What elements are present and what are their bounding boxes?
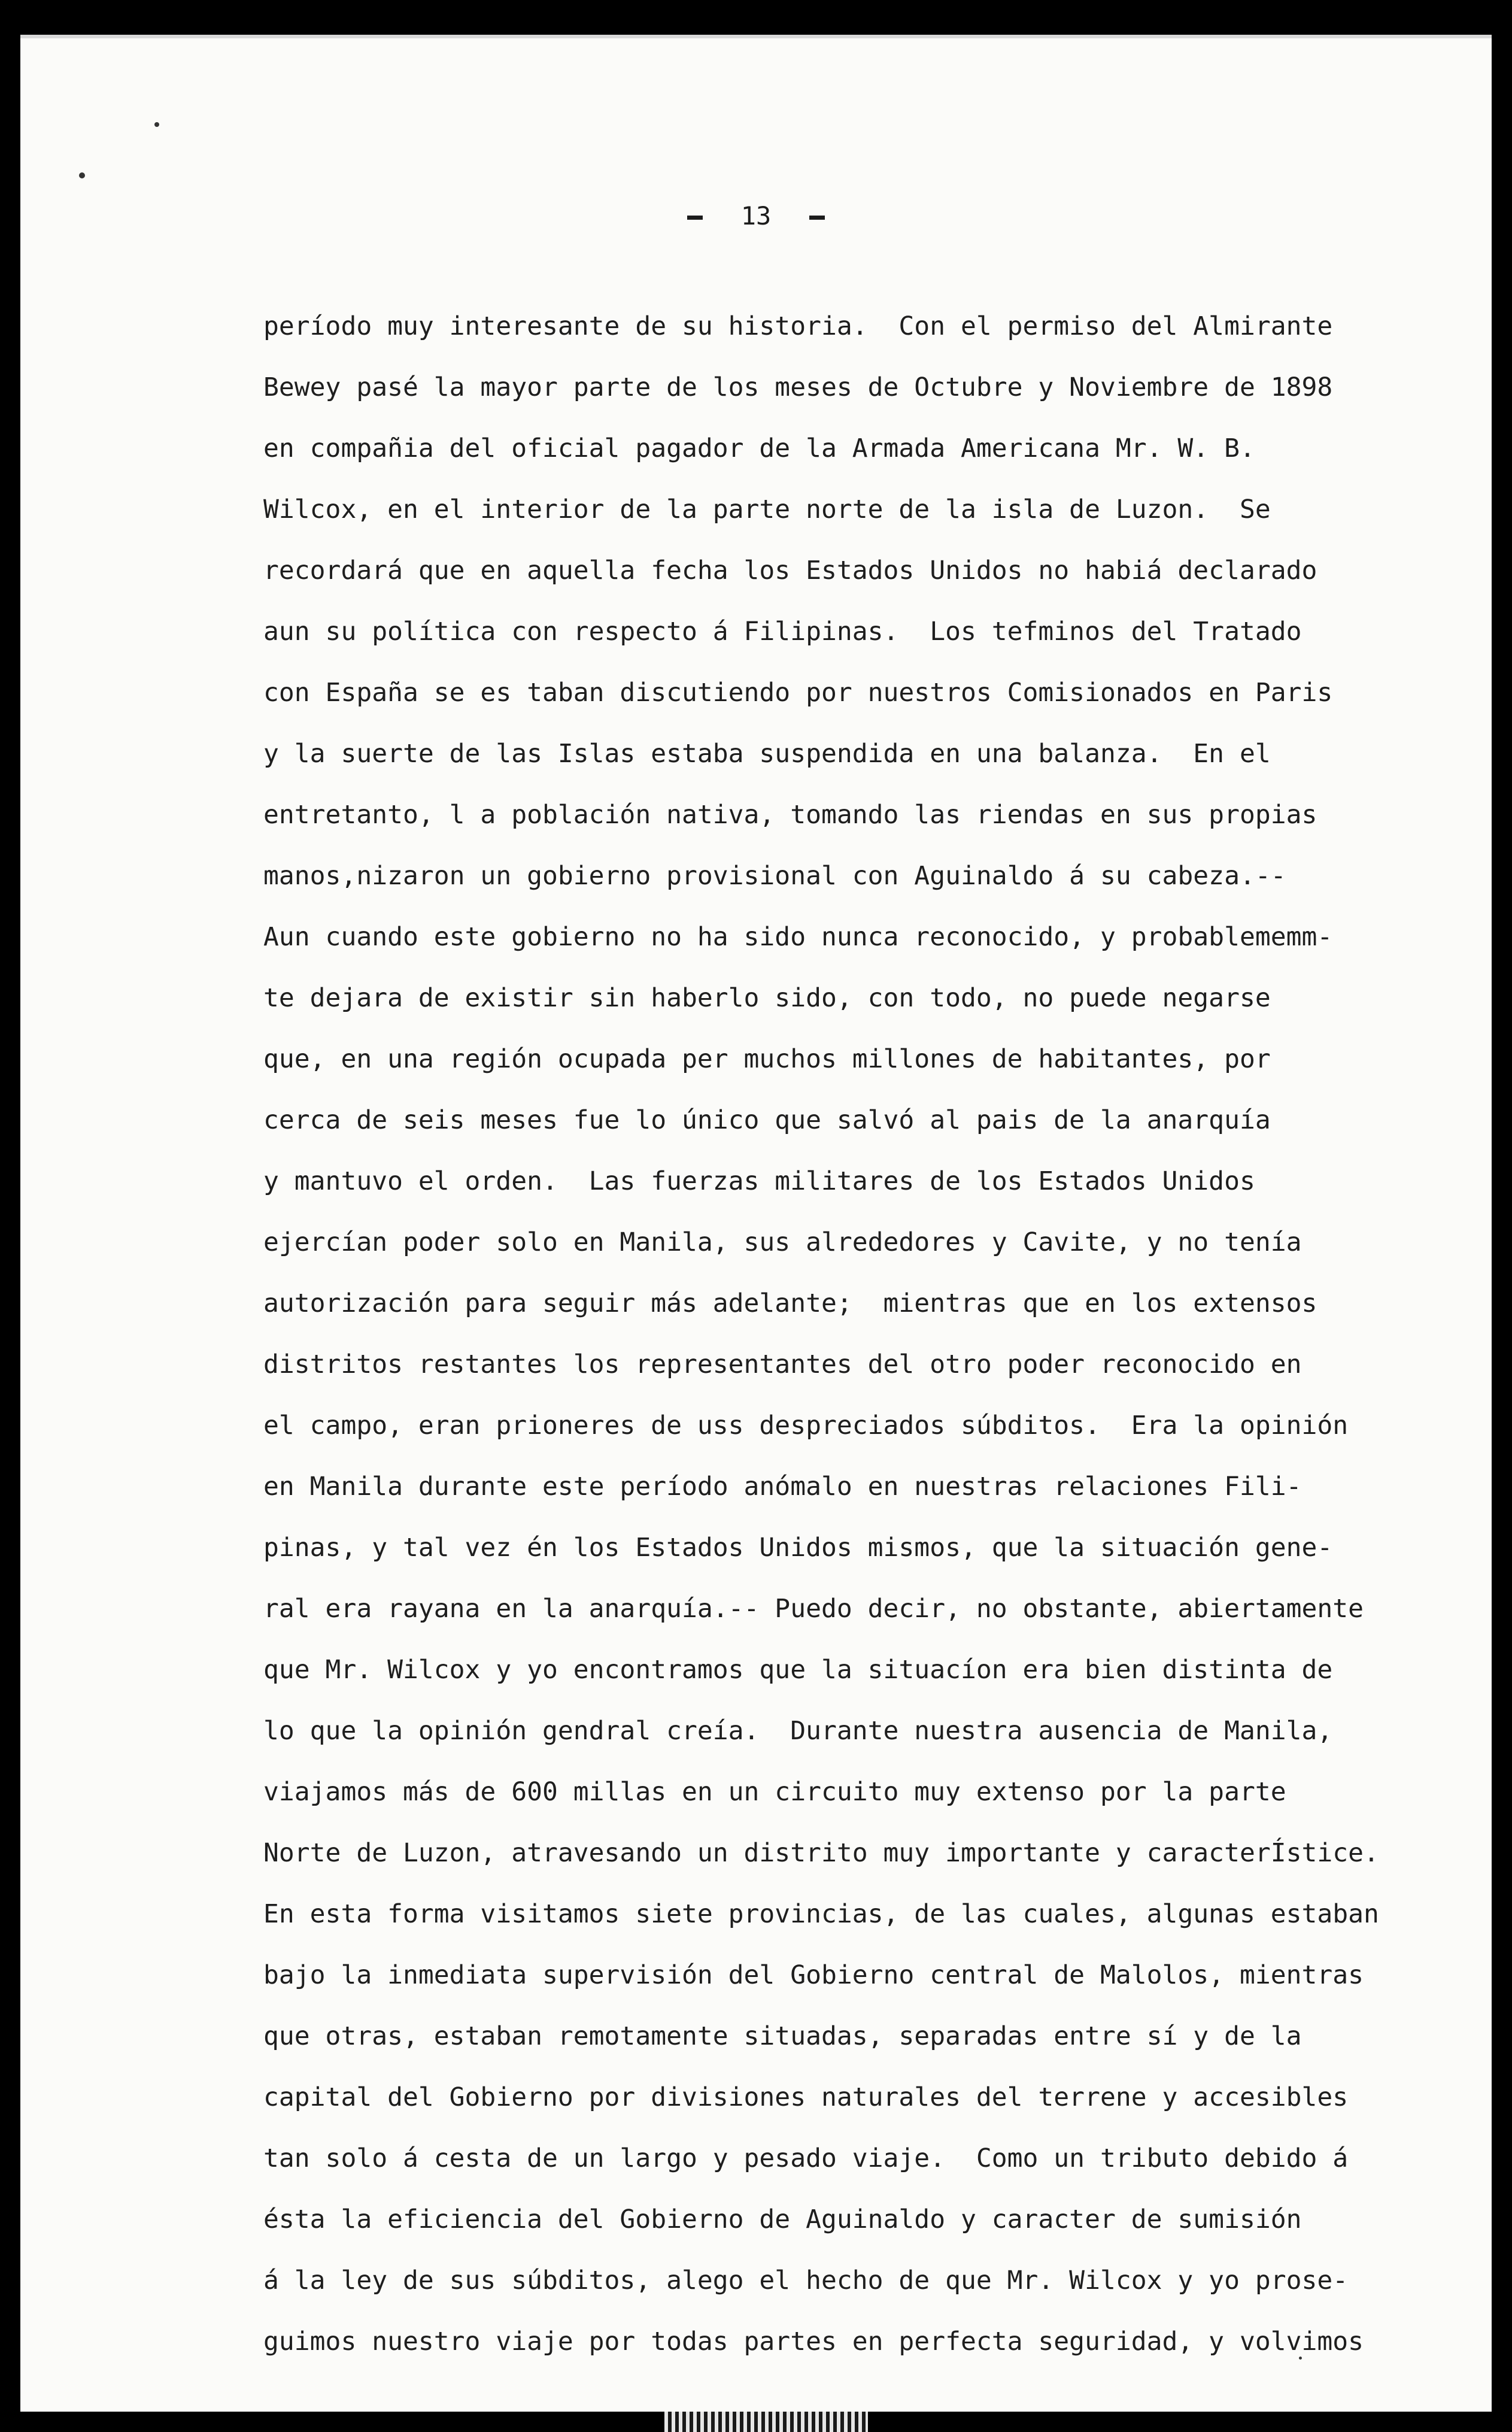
page-number [20,201,1492,231]
text-line: Wilcox, en el interior de la parte norte de la isla de Luzon. Se [263,495,1271,524]
text-line: distritos restantes los representantes del otro poder reconocido en [263,1350,1302,1379]
text-line: el campo, eran prioneres de uss despreciados súbditos. Era la opinión [263,1411,1349,1441]
text-line: con España se es taban discutiendo por nuestros Comisionados en Paris [263,678,1333,708]
scan-edge-strip [664,2412,868,2432]
text-line: en compañia del oficial pagador de la Armada Americana Mr. W. B. [263,433,1255,463]
text-line: Bewey pasé la mayor parte de los meses de Octubre y Noviembre de 1898 [263,372,1333,402]
text-line: viajamos más de 600 millas en un circuito muy extenso por la parte [263,1777,1286,1807]
text-line: bajo la inmediata supervisión del Gobierno central de Malolos, mientras [263,1960,1364,1990]
text-line: ral era rayana en la anarquía.-- Puedo decir, no obstante, abiertamente [263,1594,1364,1624]
text-line: En esta forma visitamos siete provincias, de las cuales, algunas estaban [263,1899,1379,1929]
text-line: en Manila durante este período anómalo en nuestras relaciones Fili- [263,1472,1302,1502]
text-line: entretanto, l a población nativa, tomando las riendas en sus propias [263,800,1317,830]
text-line: que, en una región ocupada per muchos millones de habitantes, por [263,1044,1271,1074]
text-line: capital del Gobierno por divisiones naturales del terrene y accesibles [263,2082,1349,2112]
scan-speck [79,172,85,178]
text-line: manos,nizaron un gobierno provisional con Aguinaldo á su cabeza.-- [263,861,1286,891]
page-number-value: 13 [740,201,772,231]
text-line: período muy interesante de su historia. Con el permiso del Almirante [263,311,1333,341]
text-line: tan solo á cesta de un largo y pesado viaje. Como un tributo debido á [263,2143,1349,2173]
page-number-dash-right [809,216,825,220]
text-line: te dejara de existir sin haberlo sido, con todo, no puede negarse [263,983,1271,1013]
text-line: que otras, estaban remotamente situadas, separadas entre sí y de la [263,2021,1302,2051]
text-line: pinas, y tal vez én los Estados Unidos mismos, que la situación gene- [263,1533,1333,1563]
body-text [263,296,1437,2372]
text-line: recordará que en aquella fecha los Estados Unidos no habiá declarado [263,556,1317,586]
text-line: aun su política con respecto á Filipinas. Los tefminos del Tratado [263,617,1302,647]
text-line: guimos nuestro viaje por todas partes en perfecta seguridad, y volvimos [263,2327,1364,2357]
text-line: cerca de seis meses fue lo único que salvó al pais de la anarquía [263,1105,1271,1135]
text-line: ejercían poder solo en Manila, sus alrededores y Cavite, y no tenía [263,1227,1302,1257]
text-line: autorización para seguir más adelante; mientras que en los extensos [263,1288,1317,1318]
text-line: y la suerte de las Islas estaba suspendida en una balanza. En el [263,739,1271,769]
scan-speck [154,122,159,127]
page-number-dash-left [687,216,703,220]
text-line: á la ley de sus súbditos, alego el hecho de que Mr. Wilcox y yo prose- [263,2266,1349,2295]
text-line: que Mr. Wilcox y yo encontramos que la situacíon era bien distinta de [263,1655,1333,1685]
text-line: Aun cuando este gobierno no ha sido nunca reconocido, y probablememm- [263,922,1333,952]
text-line: y mantuvo el orden. Las fuerzas militares de los Estados Unidos [263,1166,1255,1196]
text-line: lo que la opinión gendral creía. Durante nuestra ausencia de Manila, [263,1716,1333,1746]
document-page [20,35,1492,2412]
text-line: ésta la eficiencia del Gobierno de Aguinaldo y caracter de sumisión [263,2204,1302,2234]
text-line: Norte de Luzon, atravesando un distrito muy importante y caracterÍstice. [263,1838,1379,1868]
